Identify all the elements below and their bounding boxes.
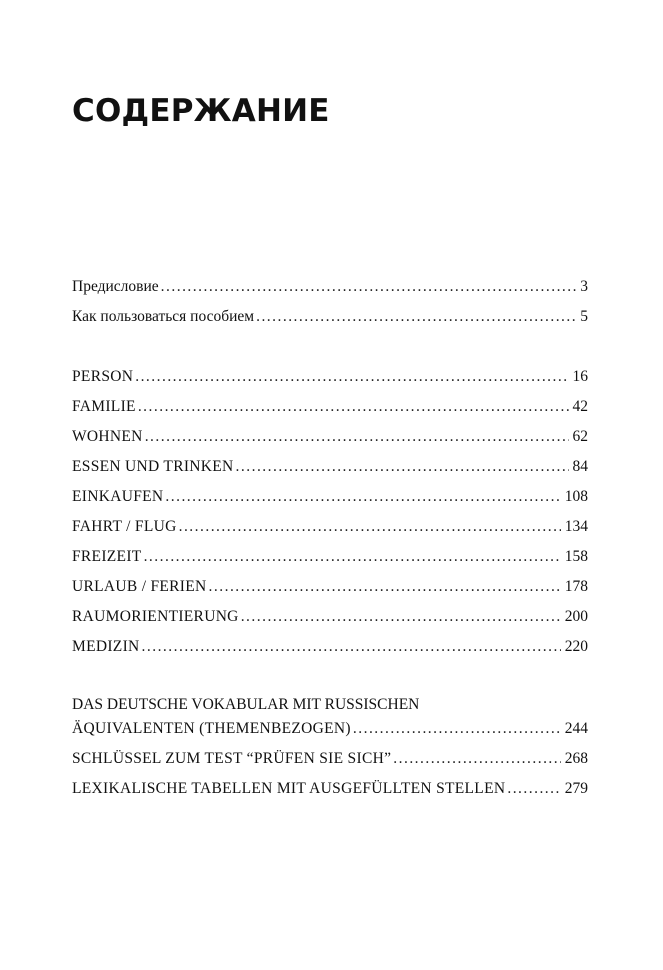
- toc-entry-label: PERSON: [72, 368, 134, 385]
- toc-entry-label: SCHLÜSSEL ZUM TEST “PRÜFEN SIE SICH”: [72, 750, 392, 767]
- toc-entry-medizin[interactable]: [72, 636, 588, 666]
- dot-leader: [209, 576, 561, 598]
- dot-leader: [507, 778, 560, 800]
- toc-entry-person[interactable]: [72, 366, 588, 396]
- toc-entry-familie[interactable]: [72, 396, 588, 426]
- toc-entry-label: FAMILIE: [72, 398, 136, 415]
- toc-entry-page: 3: [580, 278, 588, 295]
- dot-leader: [138, 396, 569, 418]
- toc-entry-label: ESSEN UND TRINKEN: [72, 458, 234, 475]
- dot-leader: [256, 306, 576, 328]
- toc-entry-raumorientierung[interactable]: [72, 606, 588, 636]
- toc-entry-line2: [72, 718, 588, 748]
- toc-entry-einkaufen[interactable]: [72, 486, 588, 516]
- toc-entry-label: EINKAUFEN: [72, 488, 164, 505]
- toc-entry-label: MEDIZIN: [72, 638, 140, 655]
- toc-entry-how-to-use[interactable]: [72, 306, 588, 336]
- toc-entry-page: 108: [564, 488, 588, 505]
- toc-entry-label: Предисловие: [72, 278, 159, 295]
- toc-entry-label: FREIZEIT: [72, 548, 142, 565]
- dot-leader: [236, 456, 569, 478]
- dot-leader: [179, 516, 561, 538]
- toc-entry-urlaub-ferien[interactable]: [72, 576, 588, 606]
- toc-intro-section: [72, 276, 588, 336]
- dot-leader: [241, 606, 561, 628]
- toc-entry-page: 5: [580, 308, 588, 325]
- dot-leader: [145, 426, 569, 448]
- toc-entry-vocabulary[interactable]: [72, 694, 588, 748]
- toc-entry-preface[interactable]: [72, 276, 588, 306]
- toc-entry-page: 178: [564, 578, 588, 595]
- page-title: СОДЕРЖАНИЕ: [72, 93, 330, 129]
- toc-entry-page: 279: [564, 780, 588, 797]
- dot-leader: [135, 366, 568, 388]
- dot-leader: [161, 276, 577, 298]
- toc-entry-page: 244: [564, 720, 588, 737]
- toc-entry-page: 134: [564, 518, 588, 535]
- toc-entry-label: URLAUB / FERIEN: [72, 578, 207, 595]
- toc-entry-answer-key[interactable]: [72, 748, 588, 778]
- toc-entry-page: 62: [572, 428, 588, 445]
- toc-entry-page: 200: [564, 608, 588, 625]
- toc-entry-label-line2: ÄQUIVALENTEN (THEMENBEZOGEN): [72, 720, 351, 737]
- toc-entry-page: 16: [572, 368, 588, 385]
- toc-entry-page: 158: [564, 548, 588, 565]
- toc-entry-wohnen[interactable]: [72, 426, 588, 456]
- toc-entry-label: RAUMORIENTIERUNG: [72, 608, 239, 625]
- toc-topics-section: [72, 366, 588, 666]
- toc-entry-essen-und-trinken[interactable]: [72, 456, 588, 486]
- toc-entry-page: 42: [572, 398, 588, 415]
- dot-leader: [353, 718, 561, 740]
- toc-entry-label: WOHNEN: [72, 428, 143, 445]
- toc-entry-label: Как пользоваться пособием: [72, 308, 255, 325]
- toc-entry-page: 268: [564, 750, 588, 767]
- toc-entry-page: 220: [564, 638, 588, 655]
- toc-entry-fahrt-flug[interactable]: [72, 516, 588, 546]
- toc-appendix-section: [72, 694, 588, 808]
- dot-leader: [165, 486, 560, 508]
- toc-entry-lexical-tables[interactable]: [72, 778, 588, 808]
- toc-entry-freizeit[interactable]: [72, 546, 588, 576]
- dot-leader: [144, 546, 561, 568]
- toc-entry-page: 84: [572, 458, 588, 475]
- toc-entry-label: FAHRT / FLUG: [72, 518, 177, 535]
- toc-entry-label-line1: DAS DEUTSCHE VOKABULAR MIT RUSSISCHEN: [72, 696, 420, 713]
- dot-leader: [393, 748, 560, 770]
- toc-entry-label: LEXIKALISCHE TABELLEN MIT AUSGEFÜLLTEN STELLEN: [72, 780, 506, 797]
- dot-leader: [142, 636, 561, 658]
